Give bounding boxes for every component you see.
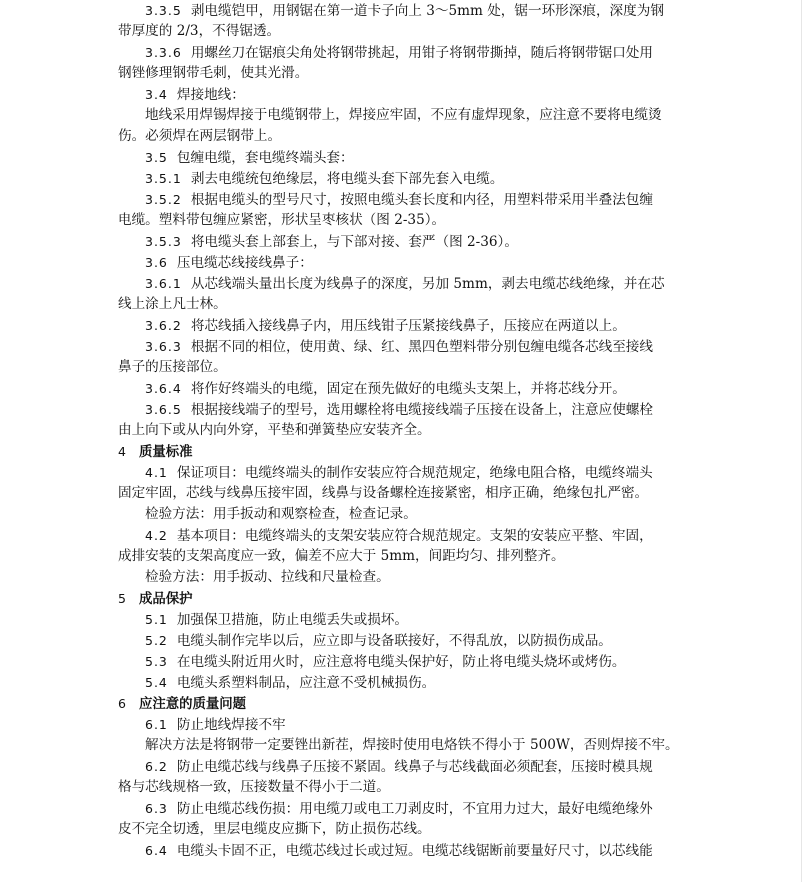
line-text: 地线采用焊锡焊接于电缆钢带上，焊接应牢固，不应有虚焊现象，应注意不要将电缆烫 — [145, 107, 662, 123]
line-text: 固定牢固，芯线与线鼻压接牢固，线鼻与设备螺栓连接紧密，相序正确，绝缘包扎严密。 — [118, 485, 649, 501]
line-text: 保证项目：电缆终端头的制作安装应符合规范规定，绝缘电阻合格，电缆终端头 — [176, 465, 653, 481]
section-title: 应注意的质量问题 — [138, 697, 247, 712]
line-text: 压电缆芯线接线鼻子： — [176, 255, 313, 271]
line-text: 包缠电缆，套电缆终端头套： — [176, 150, 354, 166]
clause-number: 3.5.2 — [145, 192, 182, 207]
text-line — [118, 777, 390, 798]
text-line — [118, 819, 431, 840]
text-line — [118, 294, 227, 315]
section-heading — [118, 588, 193, 609]
line-text: 伤。必须焊在两层钢带上。 — [118, 128, 282, 144]
clause-number: 5.4 — [145, 675, 168, 690]
text-line — [145, 672, 435, 693]
clause-number: 6.2 — [145, 759, 168, 774]
section-title: 质量标准 — [138, 445, 193, 460]
line-text: 将电缆头套上部套上，与下部对接、套严（图 2-36）。 — [190, 234, 518, 250]
clause-number: 4.2 — [145, 528, 168, 543]
text-line — [118, 126, 281, 147]
line-text: 检验方法：用手扳动和观察检查，检查记录。 — [145, 506, 417, 522]
clause-number: 4.1 — [145, 465, 168, 480]
text-line — [118, 63, 308, 84]
line-text: 成排安装的支架高度应一致，偏差不应大于 5mm，间距均匀、排列整齐。 — [118, 548, 565, 564]
text-line — [145, 735, 679, 756]
clause-number: 5.2 — [145, 633, 168, 648]
line-text: 根据接线端子的型号，选用螺栓将电缆接线端子压接在设备上，注意应使螺栓 — [190, 402, 653, 418]
line-text: 检验方法：用手扳动、拉线和尺量检查。 — [145, 569, 390, 585]
line-text: 从芯线端头量出长度为线鼻子的深度，另加 5mm，剥去电缆芯线绝缘，并在芯 — [190, 276, 665, 292]
text-line — [145, 840, 653, 861]
text-line — [145, 273, 665, 294]
text-line — [145, 315, 626, 336]
text-line — [145, 798, 653, 819]
text-line — [145, 231, 518, 252]
section-heading — [118, 693, 246, 714]
text-line — [145, 42, 653, 63]
line-text: 用螺丝刀在锯痕尖角处将钢带挑起，用钳子将钢带撕掉，随后将钢带锯口处用 — [190, 45, 653, 61]
clause-number: 3.5.1 — [145, 171, 182, 186]
line-text: 皮不完全切透，里层电缆皮应撕下，防止损伤芯线。 — [118, 821, 431, 837]
line-text: 焊接地线： — [176, 87, 245, 103]
line-text: 防止电缆芯线与线鼻子压接不紧固。线鼻子与芯线截面必须配套，压接时模具规 — [176, 759, 653, 775]
section-number: 6 — [118, 696, 127, 711]
line-text: 电缆头卡固不正，电缆芯线过长或过短。电缆芯线锯断前要量好尺寸，以芯线能 — [176, 843, 653, 859]
text-line — [145, 714, 286, 735]
line-text: 线上涂上凡士林。 — [118, 296, 227, 312]
text-line — [145, 336, 653, 357]
clause-number: 5.1 — [145, 612, 168, 627]
text-line — [145, 651, 625, 672]
text-line — [118, 483, 648, 504]
clause-number: 3.6 — [145, 255, 168, 270]
line-text: 带厚度的 2/3，不得锯透。 — [118, 23, 281, 39]
line-text: 剥去电缆统包绝缘层，将电缆头套下部先套入电缆。 — [190, 171, 504, 187]
text-line — [145, 252, 313, 273]
text-line — [118, 420, 431, 441]
line-text: 根据不同的相位，使用黄、绿、红、黑四色塑料带分别包缠电缆各芯线至接线 — [190, 339, 653, 355]
clause-number: 3.3.6 — [145, 45, 182, 60]
section-heading — [118, 441, 193, 462]
text-line — [145, 462, 653, 483]
line-text: 解决方法是将钢带一定要锉出新茬，焊接时使用电烙铁不得小于 500W，否则焊接不牢。 — [145, 737, 679, 753]
text-line — [145, 378, 626, 399]
line-text: 根据电缆头的型号尺寸，按照电缆头套长度和内径，用塑料带采用半叠法包缠 — [190, 192, 653, 208]
line-text: 基本项目：电缆终端头的支架安装应符合规范规定。支架的安装应平整、牢固， — [176, 528, 653, 544]
section-number: 5 — [118, 591, 127, 606]
clause-number: 5.3 — [145, 654, 168, 669]
clause-number: 6.4 — [145, 843, 168, 858]
text-line — [118, 21, 280, 42]
line-text: 电缆。塑料带包缠应紧密，形状呈枣核状（图 2-35）。 — [118, 212, 446, 228]
text-line — [145, 84, 245, 105]
section-title: 成品保护 — [138, 592, 193, 607]
clause-number: 3.5 — [145, 150, 168, 165]
line-text: 鼻子的压接部位。 — [118, 359, 227, 375]
line-text: 由上向下或从内向外穿，平垫和弹簧垫应安装齐全。 — [118, 422, 431, 438]
section-number: 4 — [118, 444, 127, 459]
clause-number: 3.5.3 — [145, 234, 182, 249]
line-text: 将芯线插入接线鼻子内，用压线钳子压紧接线鼻子，压接应在两道以上。 — [190, 318, 626, 334]
text-line — [145, 525, 653, 546]
clause-number: 3.4 — [145, 87, 168, 102]
text-line — [145, 630, 612, 651]
clause-number: 3.6.4 — [145, 381, 182, 396]
line-text: 防止电缆芯线伤损：用电缆刀或电工刀剥皮时，不宜用力过大，最好电缆绝缘外 — [176, 801, 653, 817]
clause-number: 3.6.5 — [145, 402, 182, 417]
text-line — [145, 0, 664, 21]
text-line — [145, 399, 653, 420]
line-text: 在电缆头附近用火时，应注意将电缆头保护好，防止将电缆头烧坏或烤伤。 — [176, 654, 626, 670]
clause-number: 3.6.1 — [145, 276, 182, 291]
text-line — [145, 105, 662, 126]
line-text: 剥电缆铠甲，用钢锯在第一道卡子向上 3～5mm 处，锯一环形深痕，深度为钢 — [190, 3, 664, 19]
text-line — [118, 546, 565, 567]
text-line — [145, 609, 408, 630]
text-line — [145, 756, 653, 777]
clause-number: 6.3 — [145, 801, 168, 816]
text-line — [118, 357, 227, 378]
line-text: 格与芯线规格一致，压接数量不得小于二道。 — [118, 779, 390, 795]
text-line — [118, 210, 445, 231]
line-text: 将作好终端头的电缆，固定在预先做好的电缆头支架上，并将芯线分开。 — [190, 381, 626, 397]
text-line — [145, 567, 390, 588]
text-line — [145, 168, 503, 189]
line-text: 电缆头制作完毕以后，应立即与设备联接好，不得乱放，以防损伤成品。 — [176, 633, 612, 649]
clause-number: 3.6.3 — [145, 339, 182, 354]
clause-number: 6.1 — [145, 717, 168, 732]
clause-number: 3.6.2 — [145, 318, 182, 333]
line-text: 加强保卫措施，防止电缆丢失或损坏。 — [176, 612, 408, 628]
text-line — [145, 189, 653, 210]
clause-number: 3.3.5 — [145, 3, 182, 18]
line-text: 电缆头系塑料制品，应注意不受机械损伤。 — [176, 675, 436, 691]
text-line — [145, 504, 417, 525]
line-text: 防止地线焊接不牢 — [176, 717, 286, 733]
text-line — [145, 147, 354, 168]
line-text: 钢锉修理钢带毛刺，使其光滑。 — [118, 65, 309, 81]
